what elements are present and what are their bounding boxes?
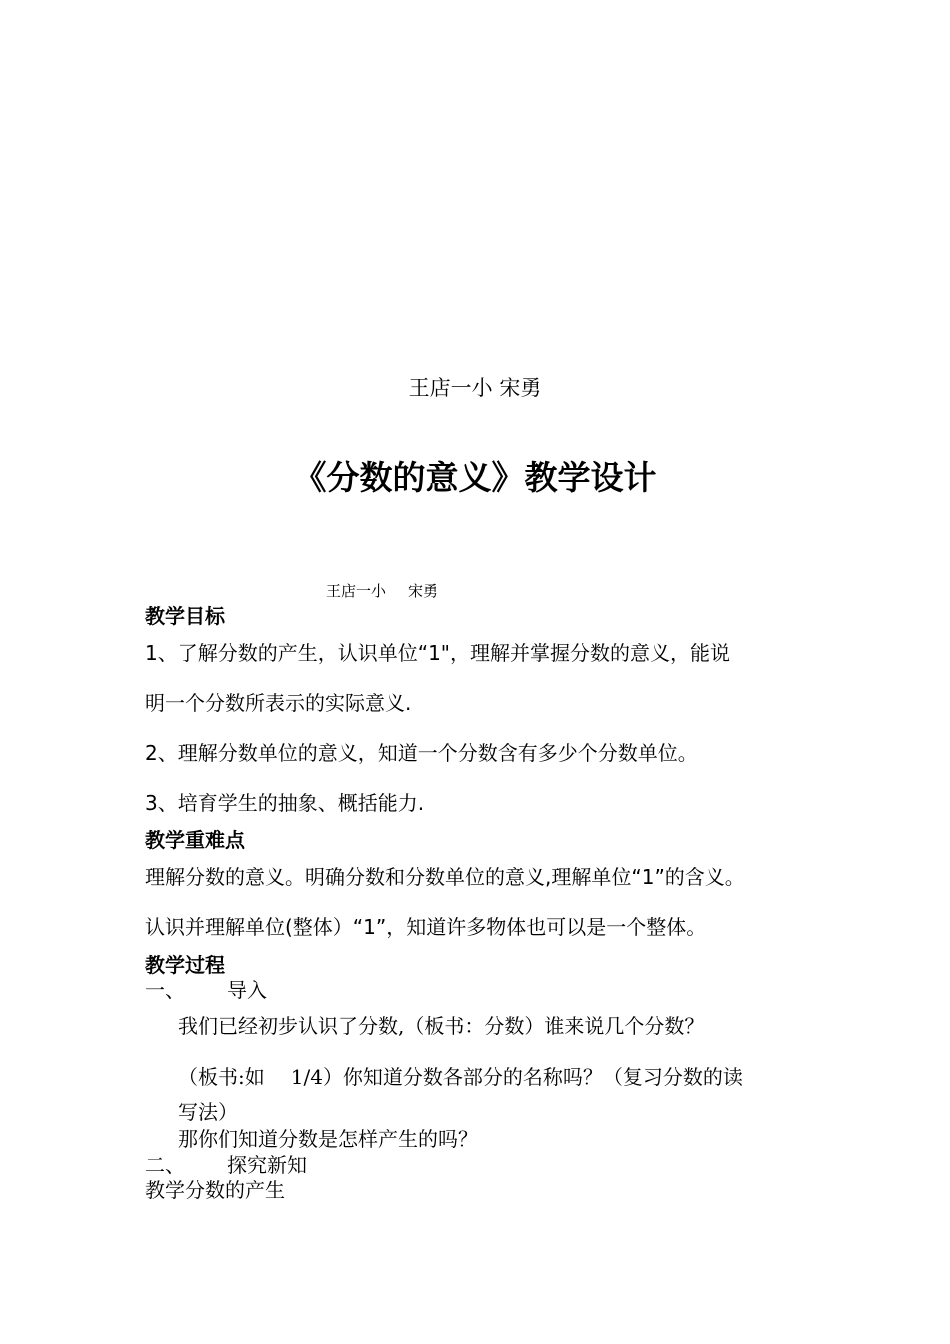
byline-school: 王店一小: [326, 582, 387, 600]
step-1-heading: [145, 975, 267, 1005]
step-2-line-1: 教学分数的产生: [145, 1178, 285, 1202]
byline: [326, 580, 438, 602]
step-1-line-1: 我们已经初步认识了分数,（板书：分数）谁来说几个分数？: [178, 1014, 705, 1038]
step-1-line-2b: 1/4）你知道分数各部分的名称吗？（复习分数的读: [290, 1065, 743, 1089]
goals-heading: 教学目标: [145, 604, 225, 628]
header-author: 王店一小 宋勇: [408, 376, 542, 400]
step-2-number: 二、: [145, 1153, 185, 1177]
step-1-line-2a: （板书:如: [178, 1065, 265, 1089]
step-1-number: 一、: [145, 978, 185, 1002]
goal-line-1: 1、了解分数的产生，认识单位“1"，理解并掌握分数的意义，能说: [145, 641, 731, 665]
step-2-label: 探究新知: [227, 1153, 307, 1177]
key-points-heading: 教学重难点: [145, 828, 245, 852]
goal-line-2: 明一个分数所表示的实际意义.: [145, 691, 412, 715]
goal-line-4: 3、培育学生的抽象、概括能力.: [145, 791, 425, 815]
step-1-line-4: 那你们知道分数是怎样产生的吗？: [178, 1127, 478, 1151]
document-title: 《分数的意义》教学设计: [293, 458, 657, 497]
step-1-label: 导入: [227, 978, 267, 1002]
key-point-line-1: 理解分数的意义。明确分数和分数单位的意义,理解单位“1”的含义。: [145, 865, 745, 889]
goal-line-3: 2、理解分数单位的意义，知道一个分数含有多少个分数单位。: [145, 741, 698, 765]
step-1-line-2: [178, 1062, 743, 1092]
byline-name: 宋勇: [408, 582, 439, 600]
process-heading: 教学过程: [145, 953, 225, 977]
key-point-line-2: 认识并理解单位(整体）“1”，知道许多物体也可以是一个整体。: [145, 915, 707, 939]
step-1-line-3: 写法）: [178, 1100, 238, 1124]
